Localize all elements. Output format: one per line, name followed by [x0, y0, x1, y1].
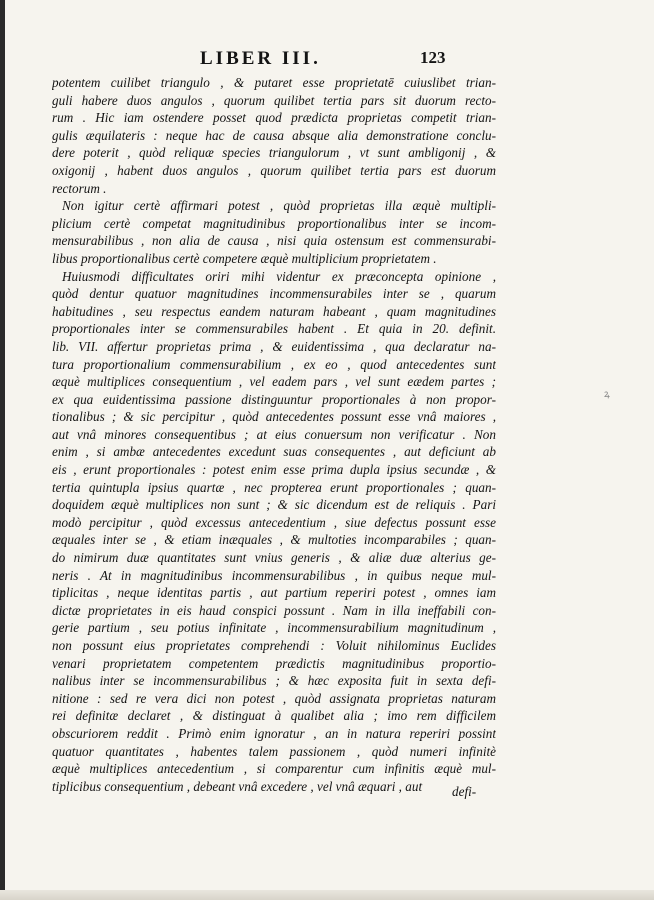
text-line: plicium certè competat magnitudinibus proportionalibus inter se incom- — [52, 215, 496, 231]
text-line: modò percipitur , quòd excessus antecedentium , siue defectus possunt esse — [52, 514, 496, 530]
text-line: tiplicitas , neque identitas partis , aut partium reperiri potest , omnes iam — [52, 585, 496, 601]
text-line: neris . At in magnitudinibus incommensurabilibus , in quibus neque mul- — [52, 567, 496, 583]
text-line: tertia quintupla ipsius quartæ , nec propterea erunt proportionales ; quan- — [52, 479, 496, 495]
text-line: gulis æquilateris : neque hac de causa absque alia demonstratione conclu- — [52, 127, 496, 143]
text-line: æquè multiplices antecedentium , si comparentur cum infinitis æquè mul- — [52, 761, 496, 777]
text-line: rum . Hic iam ostendere posset quod prædicta proprietas competit trian- — [52, 110, 496, 126]
text-line: non possunt eius proprietates comprehendi : Voluit nihilominus Euclides — [52, 638, 496, 653]
text-line: obscuriorem reddit . Primò enim ignoratur , an in natura reperiri possint — [52, 725, 496, 741]
book-page — [52, 0, 496, 799]
page-header — [52, 0, 496, 74]
scan-edge-bottom — [0, 890, 654, 900]
text-line: rei definitæ declaret , & distinguat à qualibet alia ; imo rem difficilem — [52, 708, 496, 724]
catchword: defi- — [452, 784, 477, 799]
text-line: rectorum . — [52, 180, 107, 196]
text-line: lib. VII. affertur proprietas prima , & euidentissima , qua declaratur na- — [52, 338, 496, 354]
text-line: eis , erunt proportionales : potest enim esse prima dupla ipsius secundæ , & — [52, 462, 496, 478]
text-line: dictæ proprietates in eis haud conspici possunt . Nam in illa ineffabili con- — [52, 602, 496, 618]
text-line: venari proprietatem competentem prædictis magnitudinibus proportio- — [52, 655, 496, 671]
text-line: Non igitur certè affirmari potest , quòd proprietas illa æquè multipli- — [62, 198, 496, 214]
text-line: guli habere duos angulos , quorum quilibet tertia pars sit duorum recto- — [52, 92, 496, 108]
text-line: dere poterit , quòd reliquæ species triangulorum , vt sunt ambligonij , & — [52, 145, 496, 161]
text-line: aut vnâ minores consequentibus ; at eius conuersum non verificatur . Non — [52, 426, 496, 442]
text-line: Huiusmodi difficultates oriri mihi videntur ex præconcepta opinione , — [62, 268, 496, 284]
text-line: tiplicibus consequentium , debeant vnâ excedere , vel vnâ æquari , aut — [52, 778, 423, 794]
scan-edge-left — [0, 0, 5, 900]
page-number: 123 — [420, 48, 446, 67]
text-line: nalibus inter se incommensurabilibus ; & hæc exposita fuit in sexta defi- — [52, 673, 496, 689]
text-line: proportionales inter se commensurabiles habent . Et quia in 20. definit. — [52, 321, 496, 337]
text-line: potentem cuilibet triangulo , & putaret esse proprietatē cuiuslibet trian- — [52, 75, 496, 90]
margin-mark: ꝝ — [604, 389, 610, 400]
text-line: quòd dentur quatuor magnitudines incommensurabiles inter se , quarum — [52, 286, 496, 302]
text-line: nitione : sed re vera dici non potest , quòd assignata proprietas naturam — [52, 690, 496, 706]
text-line: quatuor quantitates , habentes talem passionem , quòd numeri infinitè — [52, 743, 496, 759]
text-line: habitudines , seu respectus eandem naturam habeant , quam magnitudines — [52, 303, 496, 319]
text-line: mensurabilibus , non alia de causa , nisi quia ostensum est commensurabi- — [52, 233, 496, 249]
text-line: æquè multiplices consequentium , vel eadem pars , vel sunt eædem partes ; — [52, 374, 496, 390]
text-line: libus proportionalibus certè competere æquè multiplicium proprietatem . — [52, 250, 437, 266]
text-line: tionalibus ; & sic percipitur , quòd antecedentes possunt esse vnâ maiores , — [52, 409, 496, 425]
text-line: oxigonij , habent duos angulos , quorum quilibet tertia pars est duorum — [52, 162, 496, 178]
text-line: enim , si ambæ antecedentes excedunt suas consequentes , aut deficiunt ab — [52, 444, 496, 460]
text-line: do nimirum duæ quantitates sunt vnius generis , & aliæ duæ alterius ge- — [52, 550, 496, 566]
text-line: gerie partium , seu potius infinitate , incommensurabilium magnitudinum , — [52, 620, 496, 636]
running-head: LIBER III. — [200, 48, 321, 69]
text-line: æquales inter se , & etiam inæquales , & multoties incomparabiles ; quan- — [52, 532, 496, 548]
text-line: ex qua euidentissima passione distinguuntur proportionales à non propor- — [52, 391, 496, 407]
text-line: tura proportionalium commensurabilium , ex eo , quod antecedentes sunt — [52, 356, 496, 372]
text-line: doquidem æquè multiplices non sunt ; & sic dicendum est de reliquis . Pari — [52, 497, 496, 513]
body-text — [52, 74, 496, 795]
